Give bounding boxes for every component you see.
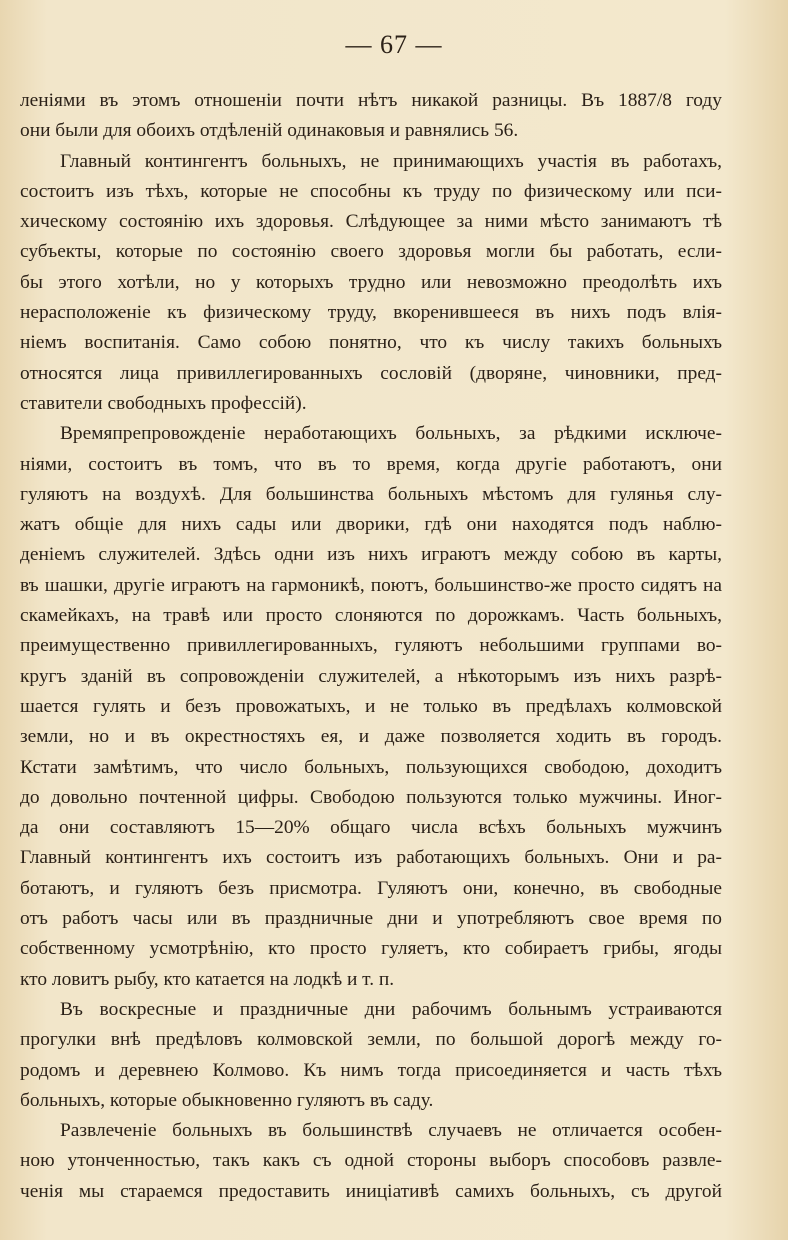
text-line: да они составляютъ 15—20% общаго числа всѣхъ больныхъ мужчинъ — [20, 817, 722, 839]
text-line: деніемъ служителей. Здѣсь одни изъ нихъ играютъ между собою въ карты, — [20, 544, 722, 566]
text-line: преимущественно привиллегированныхъ, гуляютъ небольшими группами во- — [20, 635, 722, 657]
text-line: Главный контингентъ больныхъ, не принимающихъ участія въ работахъ, — [60, 150, 722, 172]
body-text — [20, 86, 722, 1207]
text-line: родомъ и деревнею Колмово. Къ нимъ тогда присоединяется и часть тѣхъ — [20, 1059, 722, 1081]
text-line: ною утонченностью, такъ какъ съ одной стороны выборъ способовъ развле- — [20, 1150, 722, 1172]
text-line: земли, но и въ окрестностяхъ ея, и даже позволяется ходить въ городъ. — [20, 726, 722, 748]
text-line: леніями въ этомъ отношеніи почти нѣтъ никакой разницы. Въ 1887/8 году — [20, 90, 722, 111]
text-line: больныхъ, которые обыкновенно гуляютъ въ саду. — [20, 1089, 434, 1111]
text-line: они были для обоихъ отдѣленій одинаковыя и равнялись 56. — [20, 120, 519, 142]
text-line: кто ловитъ рыбу, кто катается на лодкѣ и т. п. — [20, 968, 395, 990]
text-line: въ шашки, другіе играютъ на гармоникѣ, поютъ, большинство-же просто сидятъ на — [20, 574, 722, 596]
text-line: кругъ зданій въ сопровожденіи служителей, а нѣкоторымъ изъ нихъ разрѣ- — [20, 665, 722, 687]
text-line: гуляютъ на воздухѣ. Для большинства больныхъ мѣстомъ для гулянья слу- — [20, 483, 722, 505]
text-line: ніемъ воспитанія. Само собою понятно, что къ числу такихъ больныхъ — [20, 332, 722, 354]
text-line: состоитъ изъ тѣхъ, которые не способны къ труду по физическому или пси- — [20, 180, 722, 202]
text-line: ніями, состоитъ въ томъ, что въ то время, когда другіе работаютъ, они — [20, 453, 722, 475]
text-line: ставители свободныхъ профессій). — [20, 392, 307, 414]
text-line: нерасположеніе къ физическому труду, вкоренившееся въ нихъ подъ влія- — [20, 302, 722, 324]
text-line: собственному усмотрѣнію, кто просто гуляетъ, кто собираетъ грибы, ягоды — [20, 938, 722, 960]
text-line: Главный контингентъ ихъ состоитъ изъ работающихъ больныхъ. Они и ра- — [20, 847, 722, 869]
text-line: жатъ общіе для нихъ сады или дворики, гдѣ они находятся подъ наблю- — [20, 514, 722, 536]
text-line: хическому состоянію ихъ здоровья. Слѣдующее за ними мѣсто занимаютъ тѣ — [20, 211, 722, 233]
text-line: Времяпрепровожденіе неработающихъ больныхъ, за рѣдкими исключе- — [60, 423, 722, 445]
text-line: субъекты, которые по состоянію своего здоровья могли бы работать, если- — [20, 241, 722, 263]
text-line: прогулки внѣ предѣловъ колмовской земли, по большой дорогѣ между го- — [20, 1029, 722, 1051]
page-number: — 67 — — [345, 30, 443, 59]
text-line: ченія мы стараемся предоставить иниціативѣ самихъ больныхъ, съ другой — [20, 1180, 722, 1202]
text-line: ботаютъ, и гуляютъ безъ присмотра. Гуляютъ они, конечно, въ свободные — [20, 877, 722, 899]
text-line: Кстати замѣтимъ, что число больныхъ, пользующихся свободою, доходитъ — [20, 756, 722, 778]
text-line: Въ воскресные и праздничные дни рабочимъ больнымъ устраиваются — [60, 998, 722, 1020]
text-line: отъ работъ часы или въ праздничные дни и употребляютъ свое время по — [20, 908, 722, 930]
text-line: бы этого хотѣли, но у которыхъ трудно или невозможно преодолѣть ихъ — [20, 271, 722, 293]
text-line: Развлеченіе больныхъ въ большинствѣ случаевъ не отличается особен- — [60, 1120, 722, 1142]
text-line: шается гулять и безъ провожатыхъ, и не только въ предѣлахъ колмовской — [20, 695, 722, 717]
text-line: до довольно почтенной цифры. Свободою пользуются только мужчины. Иног- — [20, 786, 722, 808]
text-line: скамейкахъ, на травѣ или просто слоняются по дорожкамъ. Часть больныхъ, — [20, 605, 722, 627]
text-line: относятся лица привиллегированныхъ сословій (дворяне, чиновники, пред- — [20, 362, 722, 384]
